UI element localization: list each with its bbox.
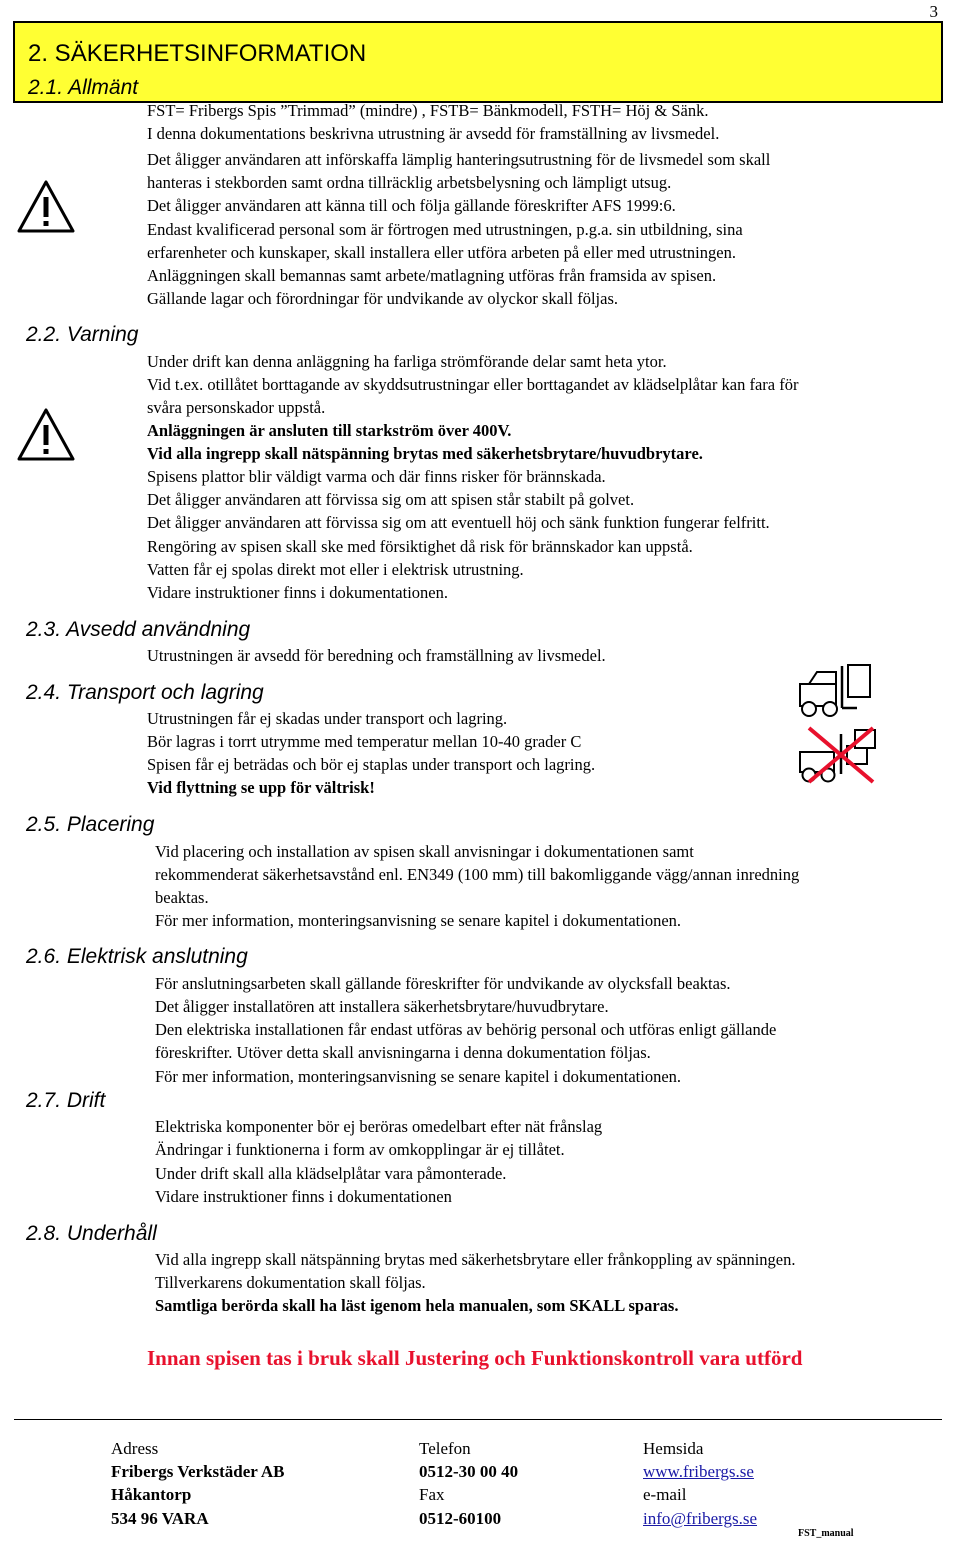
s27-line: Elektriska komponenter bör ej beröras omedelbart efter nät frånslag xyxy=(155,1117,603,1136)
s21-line: hanteras i stekborden samt ordna tillräcklig arbetsbelysning och lämpligt utsug. xyxy=(147,173,672,192)
footer-email-link[interactable]: info@fribergs.se xyxy=(643,1509,758,1528)
section-heading-2-5: 2.5. Placering xyxy=(26,813,155,836)
s28-line: Vid alla ingrepp skall nätspänning brytas med säkerhetsbrytare eller frånkoppling av spänningen. xyxy=(155,1250,796,1269)
section-heading-2-7: 2.7. Drift xyxy=(26,1089,106,1112)
s27-line: Ändringar i funktionerna i form av omkopplingar är ej tillåtet. xyxy=(155,1140,565,1159)
section-heading-2-2: 2.2. Varning xyxy=(26,323,139,346)
s26-line: Det åligger installatören att installera säkerhetsbrytare/huvudbrytare. xyxy=(155,997,609,1016)
footer-website-link[interactable]: www.fribergs.se xyxy=(643,1462,754,1481)
footer-address-label: Adress xyxy=(111,1439,159,1458)
s24-line: Bör lagras i torrt utrymme med temperatur mellan 10-40 grader C xyxy=(147,732,582,751)
s28-line-bold: Samtliga berörda skall ha läst igenom hela manualen, som SKALL sparas. xyxy=(155,1296,679,1315)
s21-line: FST= Fribergs Spis ”Trimmad” (mindre) , FSTB= Bänkmodell, FSTH= Höj & Sänk. xyxy=(147,101,709,120)
s26-line: För anslutningsarbeten skall gällande föreskrifter för undvikande av olycksfall beaktas. xyxy=(155,974,731,993)
footer-website-label: Hemsida xyxy=(643,1439,704,1458)
page-title: 2. SÄKERHETSINFORMATION xyxy=(28,40,367,67)
s25-line: För mer information, monteringsanvisning se senare kapitel i dokumentationen. xyxy=(155,911,682,930)
s24-line-bold: Vid flyttning se upp för vältrisk! xyxy=(147,778,375,797)
s22-line: Det åligger användaren att förvissa sig om att spisen står stabilt på golvet. xyxy=(147,490,635,509)
s24-line: Utrustningen får ej skadas under transport och lagring. xyxy=(147,709,508,728)
s22-line: Vatten får ej spolas direkt mot eller i elektrisk utrustning. xyxy=(147,560,524,579)
s26-line: föreskrifter. Utöver detta skall anvisningarna i denna dokumentation följas. xyxy=(155,1043,651,1062)
s28-line: Tillverkarens dokumentation skall följas. xyxy=(155,1273,426,1292)
footer-company: Fribergs Verkstäder AB xyxy=(111,1462,285,1481)
document-code: FST_manual xyxy=(798,1528,854,1539)
s21-line: erfarenheter och kunskaper, skall installera eller utföra arbeten på eller med utrustningen. xyxy=(147,243,736,262)
no-stacking-icon xyxy=(797,724,885,786)
warning-triangle-icon xyxy=(17,180,75,233)
s26-line: För mer information, monteringsanvisning se senare kapitel i dokumentationen. xyxy=(155,1067,682,1086)
footer-fax-label: Fax xyxy=(419,1485,445,1504)
s26-line: Den elektriska installationen får endast utföras av behörig personal och utföras enligt gällande xyxy=(155,1020,777,1039)
page-number: 3 xyxy=(929,2,938,21)
s22-line: Under drift kan denna anläggning ha farliga strömförande delar samt heta ytor. xyxy=(147,352,667,371)
s27-line: Vidare instruktioner finns i dokumentationen xyxy=(155,1187,452,1206)
s24-line: Spisen får ej beträdas och bör ej staplas under transport och lagring. xyxy=(147,755,596,774)
footer-email-label: e-mail xyxy=(643,1485,687,1504)
title-banner xyxy=(13,21,943,103)
startup-notice: Innan spisen tas i bruk skall Justering och Funktionskontroll vara utförd xyxy=(147,1346,803,1370)
footer-street: Håkantorp xyxy=(111,1485,192,1504)
s23-line: Utrustningen är avsedd för beredning och framställning av livsmedel. xyxy=(147,646,606,665)
s25-line: rekommenderat säkerhetsavstånd enl. EN349 (100 mm) till bakomliggande vägg/annan inredning xyxy=(155,865,800,884)
section-heading-2-4: 2.4. Transport och lagring xyxy=(26,681,264,704)
section-heading-2-3: 2.3. Avsedd användning xyxy=(26,618,251,641)
warning-triangle-icon xyxy=(17,408,75,461)
s25-line: Vid placering och installation av spisen skall anvisningar i dokumentationen samt xyxy=(155,842,694,861)
s21-line: Det åligger användaren att införskaffa lämplig hanteringsutrustning för de livsmedel som skall xyxy=(147,150,771,169)
s22-line: Rengöring av spisen skall ske med försiktighet då risk för brännskador kan uppstå. xyxy=(147,537,693,556)
s22-line-bold: Vid alla ingrepp skall nätspänning brytas med säkerhetsbrytare/huvudbrytare. xyxy=(147,444,703,463)
s22-line: Spisens plattor blir väldigt varma och där finns risker för brännskada. xyxy=(147,467,606,486)
s25-line: beaktas. xyxy=(155,888,209,907)
forklift-icon xyxy=(797,660,885,720)
s22-line: Det åligger användaren att förvissa sig om att eventuell höj och sänk funktion fungerar felfritt. xyxy=(147,513,770,532)
s22-line-bold: Anläggningen är ansluten till starkström över 400V. xyxy=(147,421,512,440)
s21-line: Det åligger användaren att känna till och följa gällande föreskrifter AFS 1999:6. xyxy=(147,196,676,215)
s22-line: Vid t.ex. otillåtet borttagande av skyddsutrustningar eller borttagandet av klädselplåtar kan fara för xyxy=(147,375,799,394)
s27-line: Under drift skall alla klädselplåtar vara påmonterade. xyxy=(155,1164,507,1183)
footer-phone-label: Telefon xyxy=(419,1439,471,1458)
footer-divider xyxy=(14,1419,942,1420)
s21-line: Gällande lagar och förordningar för undvikande av olyckor skall följas. xyxy=(147,289,619,308)
footer-phone: 0512-30 00 40 xyxy=(419,1462,519,1481)
s22-line: svåra personskador uppstå. xyxy=(147,398,326,417)
footer-fax: 0512-60100 xyxy=(419,1509,502,1528)
footer-postal: 534 96 VARA xyxy=(111,1509,209,1528)
s22-line: Vidare instruktioner finns i dokumentationen. xyxy=(147,583,448,602)
s21-line: Endast kvalificerad personal som är förtrogen med utrustningen, p.g.a. sin utbildning, sina xyxy=(147,220,743,239)
s21-line: Anläggningen skall bemannas samt arbete/matlagning utföras från framsida av spisen. xyxy=(147,266,717,285)
s21-line: I denna dokumentations beskrivna utrustning är avsedd för framställning av livsmedel. xyxy=(147,124,720,143)
section-heading-2-6: 2.6. Elektrisk anslutning xyxy=(26,945,248,968)
section-heading-2-8: 2.8. Underhåll xyxy=(26,1222,157,1245)
section-heading-2-1: 2.1. Allmänt xyxy=(28,76,139,99)
